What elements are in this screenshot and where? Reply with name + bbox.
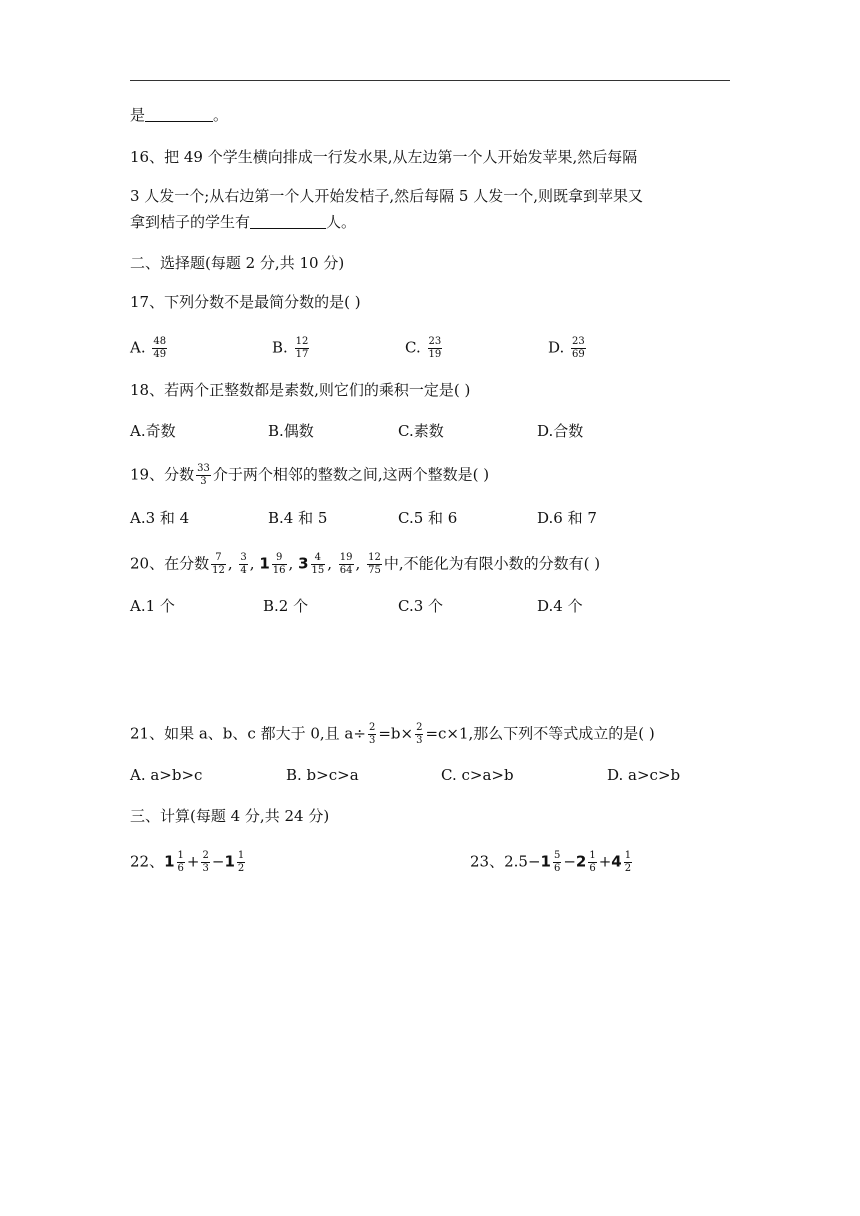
q16-line2: 3 人发一个;从右边第一个人开始发桔子,然后每隔 5 人发一个,则既拿到苹果又: [130, 187, 643, 205]
section-title: 三、计算(每题 4 分,共 24 分): [130, 807, 330, 825]
fraction: $\frac{2}{3}$: [416, 722, 423, 746]
option-a[interactable]: A. a>b>c: [130, 766, 203, 784]
option-b[interactable]: B. $\frac{12}{17}$: [272, 336, 309, 360]
q20-stem: 20、在分数 $\frac{7}{12}$ , $\frac{3}{4}$ , 1 $\frac{9}{16}$ , 3 $\frac{4}{15}$ , $\frac{19}{64}$ , $\frac{12}{75}$ 中,不能化为有限小数的分数有( ): [130, 552, 601, 576]
option-a[interactable]: A.3 和 4: [130, 509, 190, 527]
option-d[interactable]: D.6 和 7: [537, 509, 597, 527]
q15-text: 是: [130, 106, 146, 124]
option-c[interactable]: C.3 个: [398, 597, 444, 615]
option-d[interactable]: D.4 个: [537, 597, 583, 615]
fraction: $\frac{19}{64}$: [339, 552, 353, 576]
fraction: $\frac{4}{15}$: [311, 552, 325, 576]
q16-line3: [130, 212, 356, 232]
option-c[interactable]: C. c>a>b: [441, 766, 514, 784]
option-c[interactable]: C.素数: [398, 422, 444, 440]
fraction: $\frac{1}{2}$: [237, 850, 245, 874]
fraction: $\frac{2}{3}$: [368, 722, 376, 746]
fraction: $\frac{7}{12}$: [212, 552, 225, 576]
fraction: $\frac{33}{3}$: [197, 463, 210, 487]
q15-tail: [130, 105, 228, 125]
q22-expression: 22、1 $\frac{1}{6}$ + $\frac{2}{3}$ −1 $\frac{1}{2}$: [130, 850, 245, 874]
option-a[interactable]: A.1 个: [130, 597, 175, 615]
option-c[interactable]: C. $\frac{23}{19}$: [405, 336, 442, 360]
option-b[interactable]: B.4 和 5: [268, 509, 328, 527]
option-d[interactable]: D.合数: [537, 422, 584, 440]
fraction: $\frac{23}{19}$: [428, 336, 442, 360]
q19-stem: 19、分数 $\frac{33}{3}$ 介于两个相邻的整数之间,这两个整数是( ): [130, 463, 490, 487]
q16-line1: 16、把 49 个学生横向排成一行发水果,从左边第一个人开始发苹果,然后每隔: [130, 148, 638, 166]
q16-text: 拿到桔子的学生有: [130, 213, 251, 231]
fraction: $\frac{1}{2}$: [624, 850, 632, 874]
fraction: $\frac{12}{75}$: [368, 552, 381, 576]
q21-stem: 21、如果 a、b、c 都大于 0,且 a÷ $\frac{2}{3}$ =b× $\frac{2}{3}$ =c×1,那么下列不等式成立的是( ): [130, 722, 655, 746]
fraction: $\frac{23}{69}$: [572, 336, 585, 360]
header-rule: [130, 80, 730, 81]
fraction: $\frac{12}{17}$: [295, 336, 309, 360]
option-c[interactable]: C.5 和 6: [398, 509, 458, 527]
option-b[interactable]: B.偶数: [268, 422, 314, 440]
option-d[interactable]: D. $\frac{23}{69}$: [548, 336, 585, 360]
q23-expression: 23、2.5−1 $\frac{5}{6}$ −2 $\frac{1}{6}$ +4 $\frac{1}{2}$: [470, 850, 632, 874]
answer-blank[interactable]: [250, 212, 326, 229]
option-a[interactable]: A. $\frac{48}{49}$: [130, 336, 167, 360]
fraction: $\frac{2}{3}$: [202, 850, 209, 874]
q17-stem: 17、下列分数不是最简分数的是( ): [130, 293, 361, 311]
fraction: $\frac{9}{16}$: [272, 552, 286, 576]
fraction: $\frac{1}{6}$: [589, 850, 596, 874]
fraction: $\frac{1}{6}$: [177, 850, 184, 874]
section-title: 二、选择题(每题 2 分,共 10 分): [130, 254, 345, 272]
q16-end: 人。: [326, 213, 357, 231]
fraction: $\frac{48}{49}$: [153, 336, 167, 360]
fraction: $\frac{3}{4}$: [240, 552, 247, 576]
option-a[interactable]: A.奇数: [130, 422, 176, 440]
q18-stem: 18、若两个正整数都是素数,则它们的乘积一定是( ): [130, 381, 471, 399]
option-d[interactable]: D. a>c>b: [607, 766, 681, 784]
option-b[interactable]: B. b>c>a: [286, 766, 359, 784]
answer-blank[interactable]: [145, 105, 213, 122]
fraction: $\frac{5}{6}$: [553, 850, 561, 874]
option-b[interactable]: B.2 个: [263, 597, 309, 615]
q15-end: 。: [213, 106, 229, 124]
